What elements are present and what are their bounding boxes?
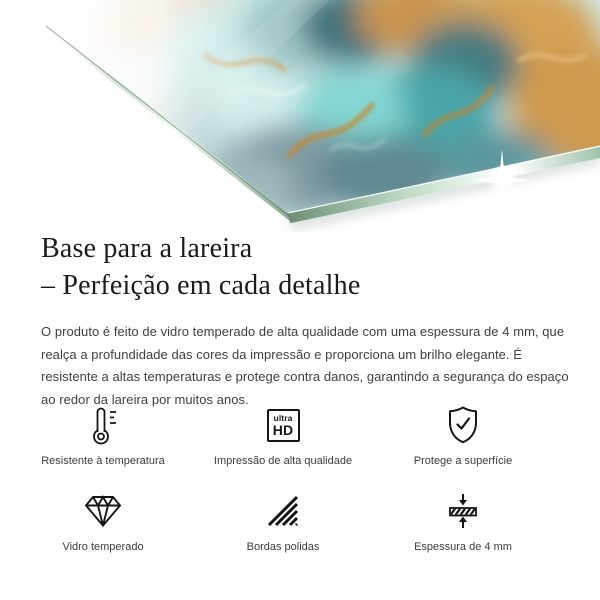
diamond-icon (84, 485, 122, 537)
ultra-hd-text-bottom: HD (272, 421, 294, 438)
ultra-hd-text-top: ultra (273, 412, 293, 423)
feature-label: Espessura de 4 mm (414, 541, 512, 553)
page-title (41, 230, 360, 304)
feature-temperature (13, 399, 193, 485)
feature-surface-protection (373, 399, 553, 485)
product-description: O produto é feito de vidro temperado de alta qualidade com uma espessura de 4 mm, que realça a profundidade das cores da impressão e proporciona um brilho elegante. É resistente a altas temperaturas e protege contra danos, garantindo a segurança do espaço ao redor da lareira por muitos anos. (41, 324, 569, 407)
feature-print-quality (193, 399, 373, 485)
thermometer-icon (84, 399, 122, 451)
feature-label: Resistente à temperatura (41, 455, 165, 467)
compressed-thickness-icon (445, 485, 481, 537)
ultra-hd-icon (267, 399, 300, 451)
feature-thickness (373, 485, 553, 571)
feature-label: Bordas polidas (246, 541, 320, 553)
shield-check-icon (444, 399, 482, 451)
marble-print (0, 0, 600, 232)
feature-tempered-glass (13, 485, 193, 571)
glass-panel-image (0, 0, 600, 232)
feature-grid (13, 399, 553, 571)
product-image (0, 0, 600, 232)
heading-line-1: Base para a lareira (41, 233, 253, 264)
polished-edges-icon (266, 485, 300, 537)
feature-polished-edges (193, 485, 373, 571)
feature-label: Protege a superfície (413, 455, 513, 467)
feature-label: Vidro temperado (62, 541, 144, 553)
heading-line-2: – Perfeição em cada detalhe (41, 270, 361, 301)
feature-label: Impressão de alta qualidade (213, 455, 353, 467)
